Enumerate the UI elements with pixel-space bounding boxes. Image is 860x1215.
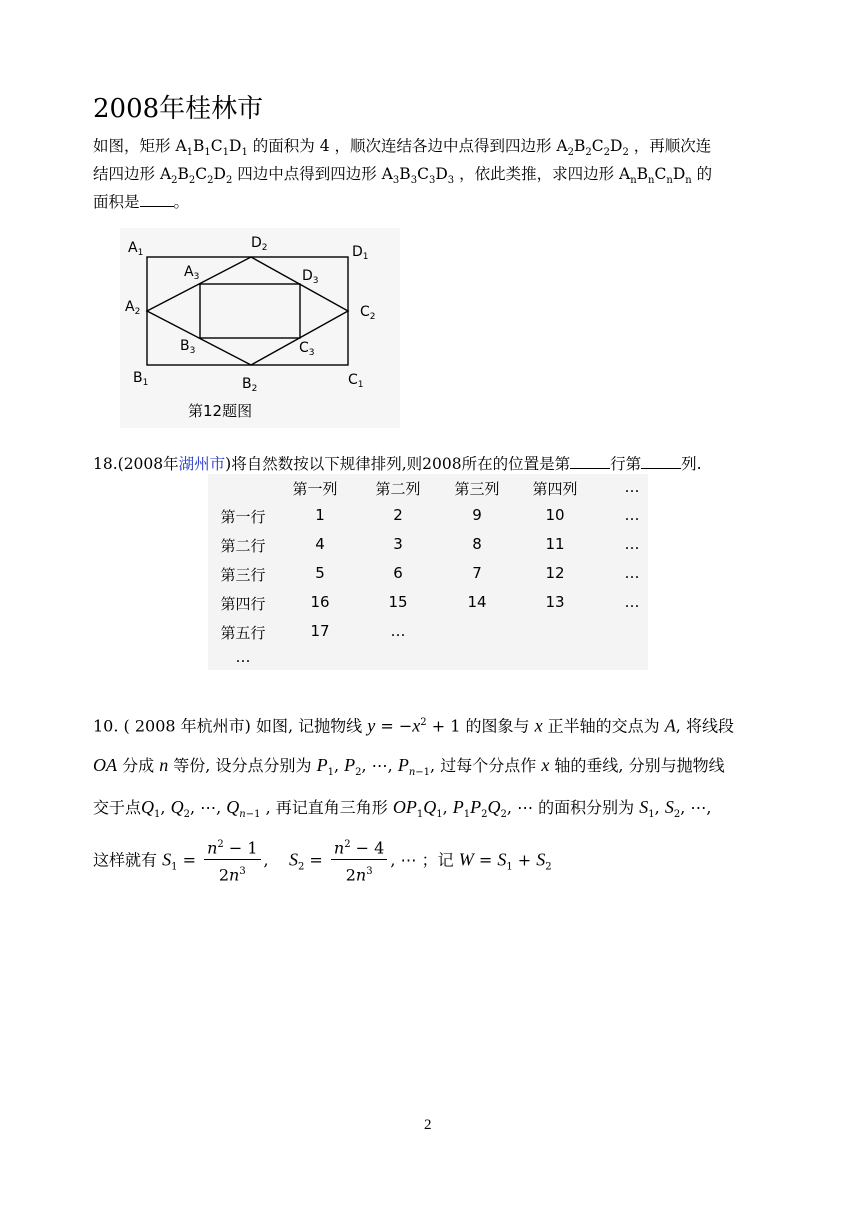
table-cell: 17 xyxy=(310,622,330,640)
label-c3: $C_3$ xyxy=(299,340,315,358)
table-cell: 5 xyxy=(315,564,325,582)
table-cell: … xyxy=(624,506,640,524)
q1-line-1: 如图，矩形 $A_1B_1C_1D_1$ 的面积为 4 ，顺次连结各边中点得到四边形 $A_2B_2C_2D_2$ ，再顺次连 xyxy=(93,137,712,159)
table-cell: 8 xyxy=(472,535,482,553)
row-label: 第二行 xyxy=(220,537,266,555)
table-cell: 6 xyxy=(393,564,403,582)
table-cell: 11 xyxy=(545,535,565,553)
q10-line-2: OA 分成 n 等份, 设分点分别为 $P_1$, $P_2$, ⋯, $P_{n-1}$, 过每个分点作 x 轴的垂线, 分别与抛物线 xyxy=(93,755,725,779)
table-cell: 16 xyxy=(310,593,330,611)
table-cell: 15 xyxy=(388,593,408,611)
table-cell: 2 xyxy=(393,506,403,524)
row-label: 第三行 xyxy=(220,566,266,584)
label-c1: $C_1$ xyxy=(348,372,364,390)
page-title: 2008年桂林市 xyxy=(93,94,264,124)
label-d2: $D_2$ xyxy=(251,235,268,253)
label-b1: $B_1$ xyxy=(133,370,149,388)
table-cell: 14 xyxy=(467,593,487,611)
table-cell: 12 xyxy=(545,564,565,582)
col-header: 第二列 xyxy=(375,480,421,498)
city-link[interactable]: 湖州市 xyxy=(178,455,226,473)
label-b3: $B_3$ xyxy=(180,338,196,356)
row-label: 第五行 xyxy=(220,624,266,642)
q10-line-3: 交于点$Q_1$, $Q_2$, ⋯, $Q_{n-1}$ , 再记直角三角形 $OP_1Q_1$, $P_1P_2Q_2$, ⋯ 的面积分别为 $S_1$, $S_2$, ⋯, xyxy=(93,797,712,821)
label-c2: $C_2$ xyxy=(360,304,376,322)
q1-line-3: 面积是 。 xyxy=(93,193,190,211)
table-cell: 1 xyxy=(315,506,325,524)
table-cell: … xyxy=(390,622,406,640)
table-cell: … xyxy=(624,593,640,611)
label-a3: $A_3$ xyxy=(184,264,200,282)
table-cell: 9 xyxy=(472,506,482,524)
number-table xyxy=(208,474,648,670)
q10-line-4: 这样就有 $S_1$ = $\frac{n^2 - 1}{2n^3}$ , $S_2$ = $\frac{n^2 - 4}{2n^3}$ , ⋯ ；记 $W = S_1 + S_2$ xyxy=(93,834,552,888)
table-cell: 4 xyxy=(315,535,325,553)
table-cell: … xyxy=(624,564,640,582)
label-b2: $B_2$ xyxy=(242,376,258,394)
table-cell: … xyxy=(624,535,640,553)
row-label: 第一行 xyxy=(220,508,266,526)
rectangle-figure xyxy=(120,228,400,428)
q1-line-2: 结四边形 $A_2B_2C_2D_2$ 四边中点得到四边形 $A_3B_3C_3D_3$ ，依此类推，求四边形 $A_nB_nC_nD_n$ 的 xyxy=(93,165,713,187)
table-cell: 3 xyxy=(393,535,403,553)
q18-text: 18.(2008年湖州市)将自然数按以下规律排列,则2008所在的位置是第 行第 列. xyxy=(93,455,702,473)
col-blank[interactable] xyxy=(641,454,681,469)
q10-line-1: 10. ( 2008 年杭州市) 如图, 记抛物线 $y = -x^2 + 1$ 的图象与 x 正半轴的交点为 A, 将线段 xyxy=(93,715,734,736)
table-cell: 13 xyxy=(545,593,565,611)
row-label: 第四行 xyxy=(220,595,266,613)
label-a1: $A_1$ xyxy=(128,240,144,258)
label-d3: $D_3$ xyxy=(302,268,319,286)
col-header: 第三列 xyxy=(454,480,500,498)
label-d1: $D_1$ xyxy=(352,244,369,262)
answer-blank[interactable] xyxy=(140,192,174,207)
col-header: 第一列 xyxy=(292,480,338,498)
table-cell: 7 xyxy=(472,564,482,582)
figure-caption: 第12题图 xyxy=(188,402,253,420)
page-number: 2 xyxy=(424,1117,432,1133)
label-a2: $A_2$ xyxy=(125,299,141,317)
row-label: … xyxy=(235,648,251,666)
col-header: … xyxy=(624,478,640,496)
table-cell: 10 xyxy=(545,506,565,524)
col-header: 第四列 xyxy=(532,480,578,498)
row-blank[interactable] xyxy=(570,454,610,469)
